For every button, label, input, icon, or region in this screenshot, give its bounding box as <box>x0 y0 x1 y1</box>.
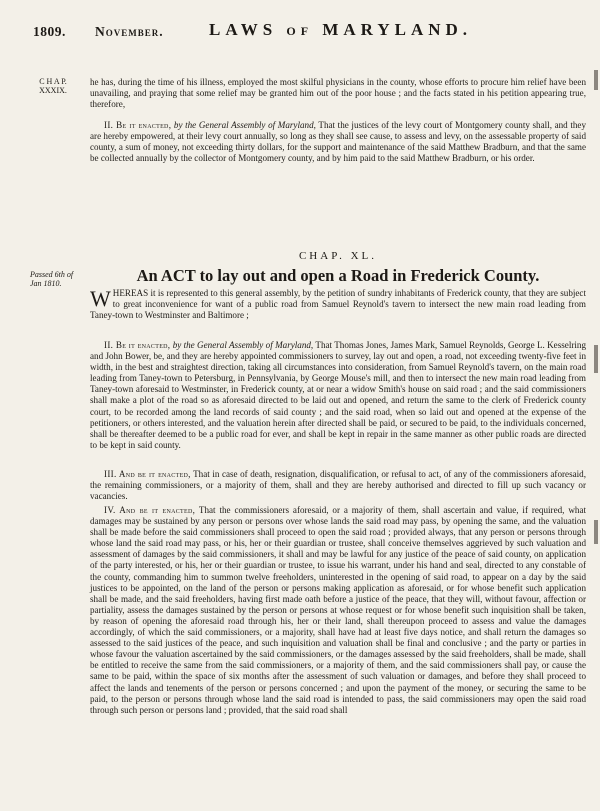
chap39-continuation <box>90 77 586 110</box>
chapter-heading: CHAP. XL. <box>298 250 378 262</box>
section-body: That in case of death, resignation, disqualification, or refusal to act, of any of the commissioners aforesaid, the remaining commissioners, or a majority of them, shall and they are hereby authorised and directed to fill up such vacancy or vacancies. <box>90 469 586 502</box>
section-body: That the commissioners aforesaid, or a majority of them, shall ascertain and value, if required, what damages may be sustained by any person or persons over whose lands the said road may pass, by opening the same, and the valuation shall be made before the said commissioners shall proceed to open the said road ; provided always, that any person or persons through whose land the said road may pass, or his, her or their guardian or trustee, shall conceive themselves aggrieved by such valuation and assessment of damages by the said commissioners, it shall and may be lawful for any justice of the peace of said county, on application of the party interested, or his, her or their guardian or trustee, to issue his warrant, under his hand and seal, directed to any constable of the county, commanding him to summon twelve freeholders, uninterested in the opening of said road, to appear on a day by the said justices to be appointed, on the land of the person or persons making application as aforesaid, or for whose benefit such application shall be made, and the said freeholders, having first made oath before a justice of the peace, that they will, without favour, affection or partiality, assess the damages sustained by the person or persons at whose request or for whose benefit such inquisition shall be taken, by reason of opening the aforesaid road through his, her or their land, shall thereupon proceed to assess and value the damages accordingly, of which the said commissioners, or a majority, shall have had at least five days notice, and shall return the damages so assessed to the said justices of the peace, and such inquisition and valuation shall be final and conclusive ; and the party or parties in whose favour the valuation ascertained by the said commissioners, or the damages assessed by the said freeholders, shall be made, shall be entitled to receive the same from the said commissioners, or a majority of them, and the said commissioners shall pay, or cause the same to be paid, within the space of six months after the assessment of such valuation or damages, and before they shall proceed to affect the lands and tenements of the person or persons concerned ; and upon the payment of the money, or securing the same to be paid, to the person or persons through whose land the said road is intended to pass, the said commissioners may open the said road through such person or persons land ; provided, that the said road shall <box>90 505 587 715</box>
margin-chapter-number: XXXIX. <box>39 86 67 95</box>
chap40-section-4-paragraph <box>90 505 586 716</box>
chap40-section-3-paragraph <box>90 469 586 502</box>
scan-edge-mark <box>594 70 598 90</box>
section-lead: IV. And be it enacted, <box>104 505 196 515</box>
chap40-section-2-paragraph <box>90 340 586 451</box>
drop-cap: W <box>90 286 111 311</box>
whereas-paragraph <box>90 288 586 321</box>
section-lead: III. And be it enacted, <box>104 469 191 479</box>
scan-edge-mark <box>594 520 598 544</box>
page-month: November. <box>95 24 164 39</box>
margin-passed-line1: Passed 6th of <box>30 270 74 279</box>
chap40-preamble <box>90 288 586 321</box>
page-title: LAWS of MARYLAND. <box>209 20 473 39</box>
running-head <box>33 20 593 46</box>
scan-edge-mark <box>594 345 598 373</box>
section-enacting-clause: by the General Assembly of Maryland, <box>172 340 314 350</box>
chap39-section-2-paragraph <box>90 120 586 164</box>
margin-passed-date <box>30 270 92 288</box>
chap40-section-3 <box>90 469 586 502</box>
margin-chapter-word: C H A P. <box>39 77 67 86</box>
chap39-section-2 <box>90 120 586 164</box>
section-lead: II. Be it enacted, <box>104 340 171 350</box>
whereas-text: HEREAS it is represented to this general assembly, by the petition of sundry inhabitants of Frederick county, that they are subject to great inconvenience for want of a public road from Samuel Reynold's tavern to intersect the new main road leading from Taney-town to Westminster and Baltimore ; <box>90 288 586 321</box>
section-lead: II. Be it enacted, <box>104 120 172 130</box>
margin-passed-line2: Jan 1810. <box>30 279 62 288</box>
act-title: An ACT to lay out and open a Road in Frederick County. <box>136 266 540 285</box>
section-body: That Thomas Jones, James Mark, Samuel Reynolds, George L. Kesselring and John Bower, be, and they are hereby appointed commissioners to survey, lay out and open, a road, not exceeding twenty-five feet in width, in the best and straightest direction, taking all circumstances into consideration, from Samuel Reynold's tavern, on the main road leading from Taney-town to Petersburg, in Pennsylvania, by George Mouse's mill, and then to intersect the new main road leading from Taney-town aforesaid to Westminster, in Frederick county, at or near a widow Smith's house on said road ; and the said commissioners shall make a plot of the road so as aforesaid directed to be laid out and opened, and return the same to the clerk of Frederick county court, to be recorded among the land records of said county ; and the said road, when so laid out and opened at the expense of the petitioners, or others interested, and the valuation herein after directed shall be paid, or secured to be paid, to the individuals concerned, shall be thereafter deemed to be a public road for ever, and shall be kept in repair in the same manner as other public roads are directed to be kept in said county. <box>90 340 586 450</box>
section-enacting-clause: by the General Assembly of Maryland, <box>173 120 316 130</box>
margin-chapter-label <box>30 77 76 95</box>
chap39-continuation-text: he has, during the time of his illness, employed the most skilful physicians in the county, whose efforts to procure him relief have been unavailing, and praying that some relief may be granted him out of the poor house ; and the facts stated in his petition appearing true, therefore, <box>90 77 586 110</box>
chap40-section-2 <box>90 340 586 451</box>
section-body: That the justices of the levy court of Montgomery county shall, and they are hereby empowered, at their levy court annually, so long as they shall see cause, to assess and levy, on the assessable property of said county, a sum of money, not exceeding thirty dollars, for the support and maintenance of the said Matthew Bradburn, and that the same be collected annually by the collector of Montgomery county, and by him paid to the said Matthew Bradburn, or his order. <box>90 120 587 164</box>
chap40-section-4 <box>90 505 586 716</box>
page-year: 1809. <box>33 24 66 39</box>
